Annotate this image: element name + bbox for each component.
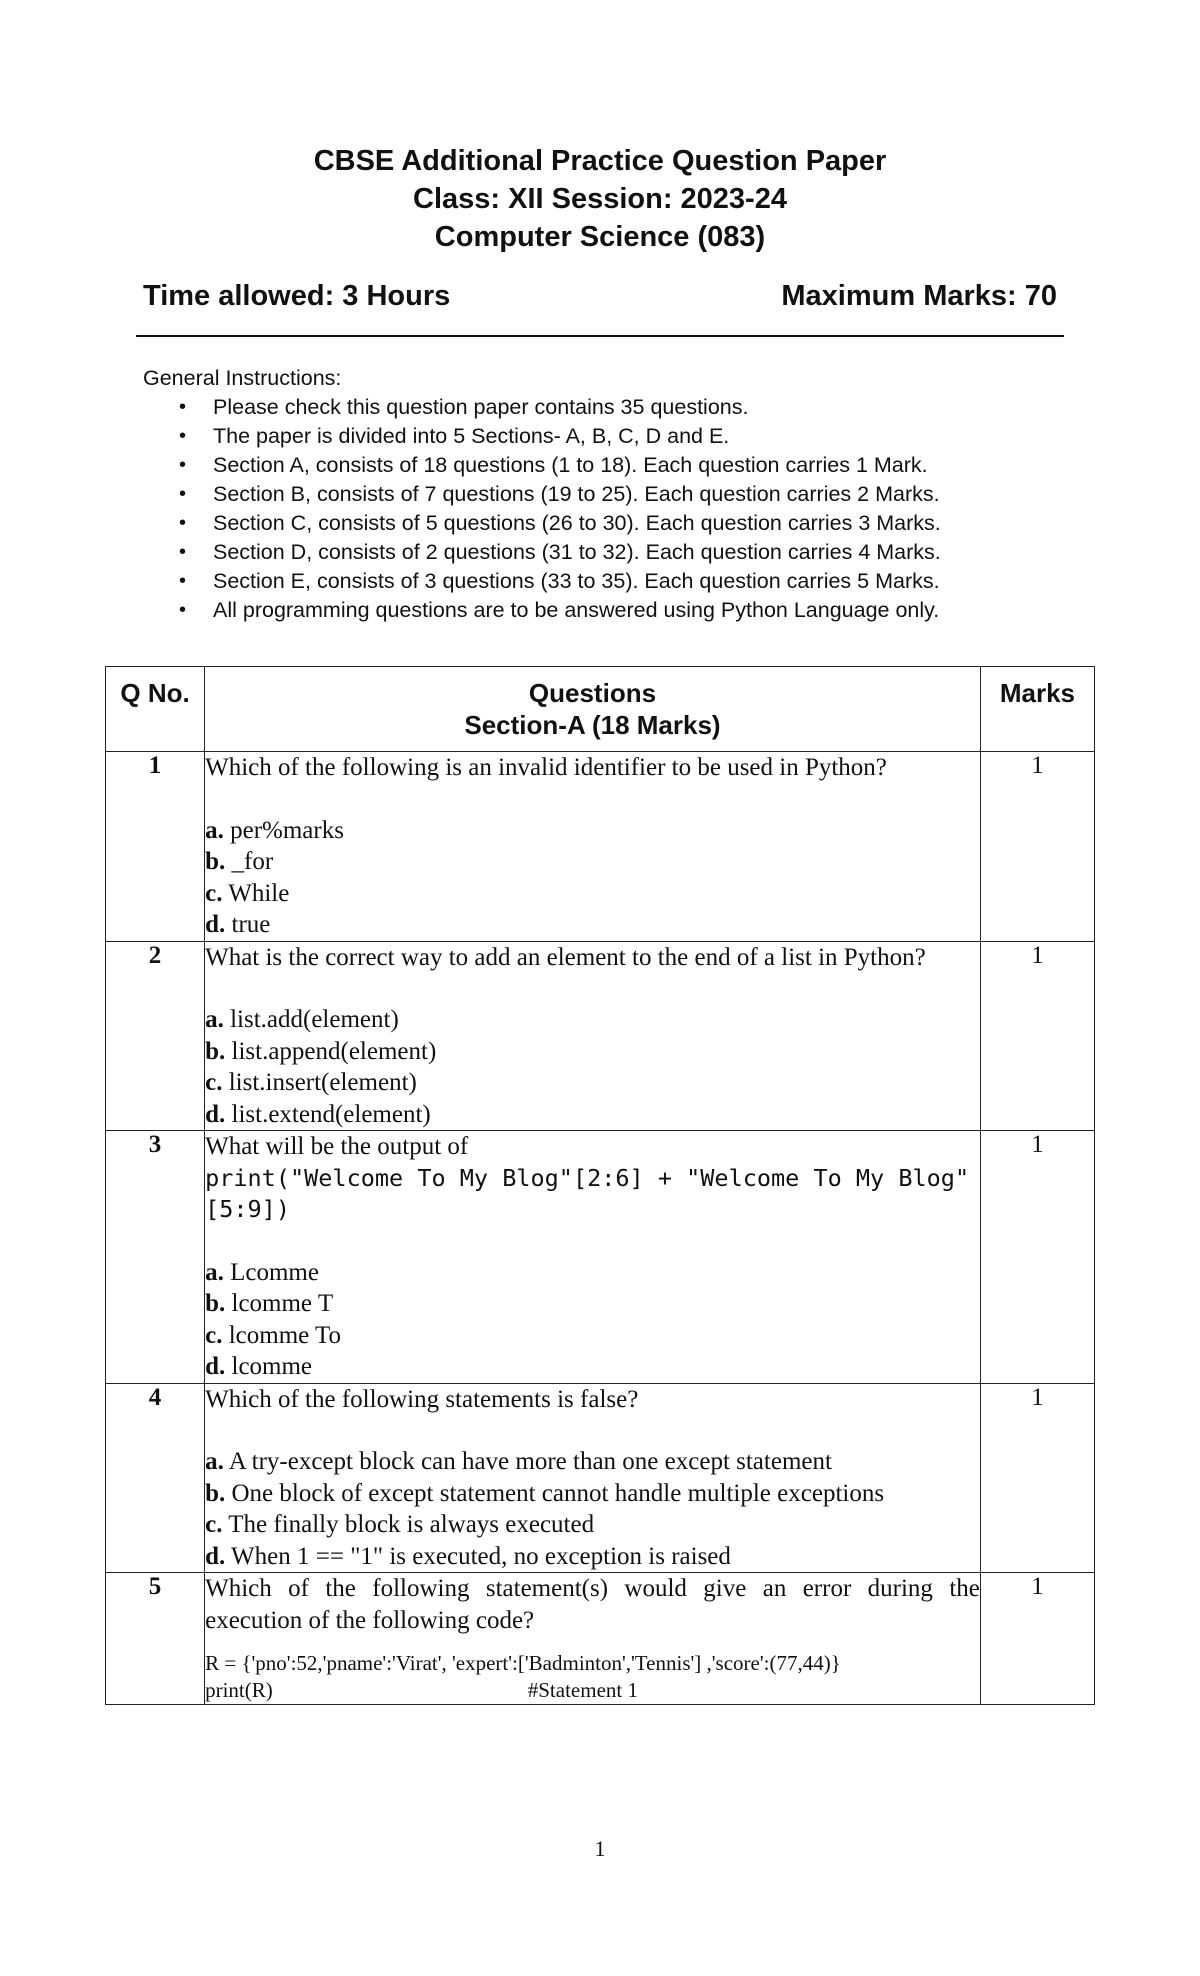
header-marks: Marks — [980, 667, 1094, 752]
instructions-title: General Instructions: — [143, 366, 342, 390]
option: b. _for — [205, 848, 274, 875]
option: c. While — [205, 879, 290, 907]
questions-label: Questions — [528, 678, 657, 708]
question-text: What will be the output of — [205, 1133, 469, 1160]
option: c. list.insert(element) — [205, 1069, 417, 1096]
paper-title: CBSE Additional Practice Question Paper — [313, 145, 887, 177]
option: a. list.add(element) — [205, 1006, 399, 1033]
question-number: 2 — [106, 941, 205, 1131]
subject: Computer Science (083) — [434, 221, 766, 253]
instruction-item: • Please check this question paper contains 35 questions. — [143, 393, 1073, 422]
page-number: 1 — [594, 1836, 606, 1861]
option: d. true — [205, 911, 271, 938]
question-text: What is the correct way to add an element to the end of a list in Python? — [205, 943, 926, 971]
question-marks: 1 — [980, 752, 1094, 942]
question-row — [106, 941, 1095, 1131]
instruction-item: • All programming questions are to be answered using Python Language only. — [143, 596, 1073, 625]
option: a. Lcomme — [205, 1258, 319, 1286]
instruction-item: • Section B, consists of 7 questions (19 to 25). Each question carries 2 Marks. — [143, 480, 1073, 509]
instruction-item: • The paper is divided into 5 Sections- A, B, C, D and E. — [143, 422, 1073, 451]
instruction-item: • Section D, consists of 2 questions (31 to 32). Each question carries 4 Marks. — [143, 538, 1073, 567]
question-number: 1 — [106, 752, 205, 942]
paper-header — [0, 142, 1200, 256]
question-text: Which of the following statement(s) would give an error during the execution of the following code? — [205, 1575, 980, 1634]
header-divider — [136, 335, 1064, 337]
question-text: Which of the following statements is false? — [205, 1385, 639, 1413]
question-number: 5 — [106, 1573, 205, 1705]
code-comment: #Statement 1 — [527, 1678, 638, 1702]
instruction-item: • Section E, consists of 3 questions (33 to 35). Each question carries 5 Marks. — [143, 567, 1073, 596]
option: a. A try-except block can have more than one except statement — [205, 1448, 832, 1475]
code-line: print(R) #Statement 1 — [205, 1678, 638, 1702]
question-marks: 1 — [980, 1131, 1094, 1384]
question-marks: 1 — [980, 1383, 1094, 1573]
instructions-list — [143, 393, 1073, 625]
header-questions — [205, 667, 981, 752]
question-text: Which of the following is an invalid identifier to be used in Python? — [205, 754, 887, 781]
paper-meta — [143, 280, 1057, 313]
code-snippet: print("Welcome To My Blog"[2:6] + "Welcome To My Blog"[5:9]) — [205, 1163, 970, 1223]
question-table — [105, 666, 1095, 1705]
question-row — [106, 752, 1095, 942]
question-body — [205, 1131, 981, 1384]
question-row — [106, 1573, 1095, 1705]
table-header-row — [106, 667, 1095, 752]
option: b. One block of except statement cannot handle multiple exceptions — [205, 1479, 885, 1507]
question-marks: 1 — [980, 1573, 1094, 1705]
option: c. lcomme To — [205, 1321, 342, 1349]
question-body — [205, 752, 981, 942]
question-number: 4 — [106, 1383, 205, 1573]
option: d. lcomme — [205, 1353, 313, 1380]
time-allowed: Time allowed: 3 Hours — [143, 280, 451, 312]
code-line: R = {'pno':52,'pname':'Virat', 'expert':['Badminton','Tennis'] ,'score':(77,44)} — [205, 1651, 841, 1675]
section-label: Section-A (18 Marks) — [464, 710, 721, 740]
maximum-marks: Maximum Marks: 70 — [781, 280, 1057, 312]
general-instructions — [143, 364, 1073, 625]
instruction-item: • Section A, consists of 18 questions (1 to 18). Each question carries 1 Mark. — [143, 451, 1073, 480]
question-body — [205, 941, 981, 1131]
question-row — [106, 1131, 1095, 1384]
question-number: 3 — [106, 1131, 205, 1384]
option: d. list.extend(element) — [205, 1100, 431, 1128]
question-body — [205, 1383, 981, 1573]
option: c. The finally block is always executed — [205, 1511, 595, 1538]
question-row — [106, 1383, 1095, 1573]
class-session: Class: XII Session: 2023-24 — [413, 183, 787, 215]
instruction-item: • Section C, consists of 5 questions (26 to 30). Each question carries 3 Marks. — [143, 509, 1073, 538]
option: a. per%marks — [205, 816, 344, 844]
question-body — [205, 1573, 981, 1705]
question-marks: 1 — [980, 941, 1094, 1131]
header-qno: Q No. — [106, 667, 205, 752]
option: b. list.append(element) — [205, 1037, 437, 1065]
option: b. lcomme T — [205, 1290, 334, 1317]
option: d. When 1 == "1" is executed, no exception is raised — [205, 1542, 731, 1570]
